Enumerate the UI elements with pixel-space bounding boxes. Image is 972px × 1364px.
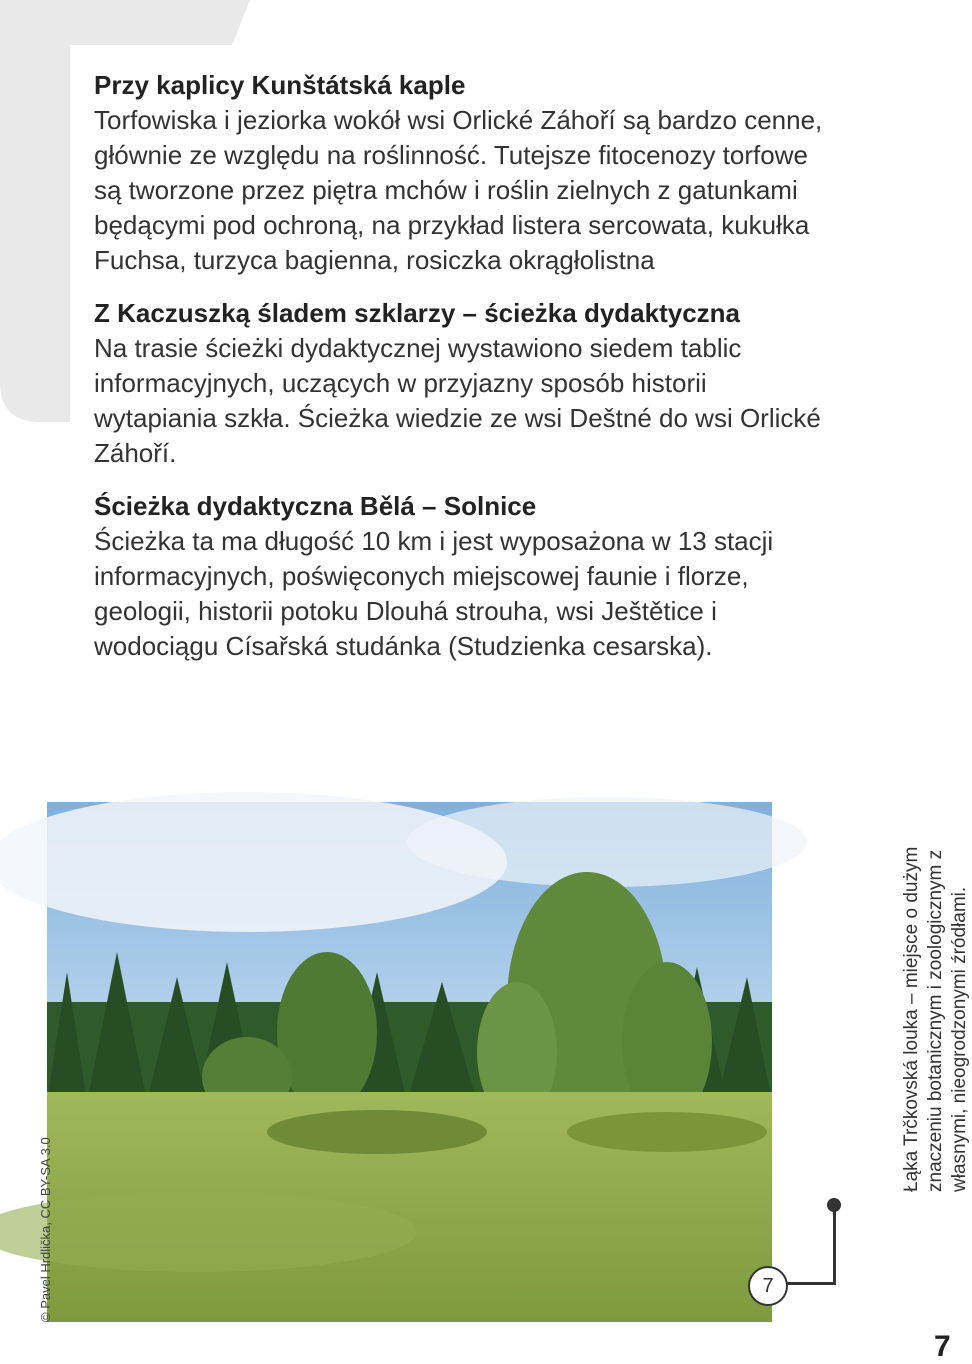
photo-credit: © Pavel Hrdlička, CC BY-SA 3.0: [38, 1137, 53, 1322]
section-kaczuszka: [94, 296, 824, 471]
section-body: Ścieżka ta ma długość 10 km i jest wyposażona w 13 stacji informacyjnych, poświęconych miejscowej faunie i florze, geologii, historii potoku Dlouhá strouha, wsi Ještětice i wodociągu Císařská studánka (Studzienka cesarska).: [94, 526, 774, 661]
section-body: Na trasie ścieżki dydaktycznej wystawiono siedem tablic informacyjnych, uczących w przyjazny sposób historii wytapiania szkła. Ścieżka wiedzie ze wsi Deštné do wsi Orlické Záhoří.: [94, 333, 821, 468]
section-title: Z Kaczuszką śladem szklarzy – ścieżka dydaktyczna: [94, 298, 741, 328]
meadow-photo: [47, 802, 772, 1322]
text-content: [94, 68, 824, 682]
section-kunstatska-kaple: [94, 68, 824, 278]
section-title: Ścieżka dydaktyczna Bělá – Solnice: [94, 491, 537, 521]
photo-marker-number: 7: [748, 1266, 788, 1306]
page-number: 7: [934, 1330, 951, 1363]
caption-connector-line: [833, 1205, 836, 1285]
photo-caption: Łąka Trčkovská louka – miejsce o dużym znaczeniu botanicznym i zoologicznym z własnymi, nieogrodzonymi źródłami.: [901, 846, 970, 1192]
caption-connector-line: [786, 1282, 836, 1285]
section-body: Torfowiska i jeziorka wokół wsi Orlické Záhoří są bardzo cenne, głównie ze względu na roślinność. Tutejsze fitocenozy torfowe są tworzone przez piętra mchów i roślin zielnych z gatunkami będącymi pod ochroną, na przykład listera sercowata, kukułka Fuchsa, turzyca bagienna, rosiczka okrągłolistna: [94, 105, 823, 275]
section-bela-solnice: [94, 489, 824, 664]
meadow-landscape-image: [47, 802, 772, 1322]
section-title: Przy kaplicy Kunštátská kaple: [94, 70, 466, 100]
